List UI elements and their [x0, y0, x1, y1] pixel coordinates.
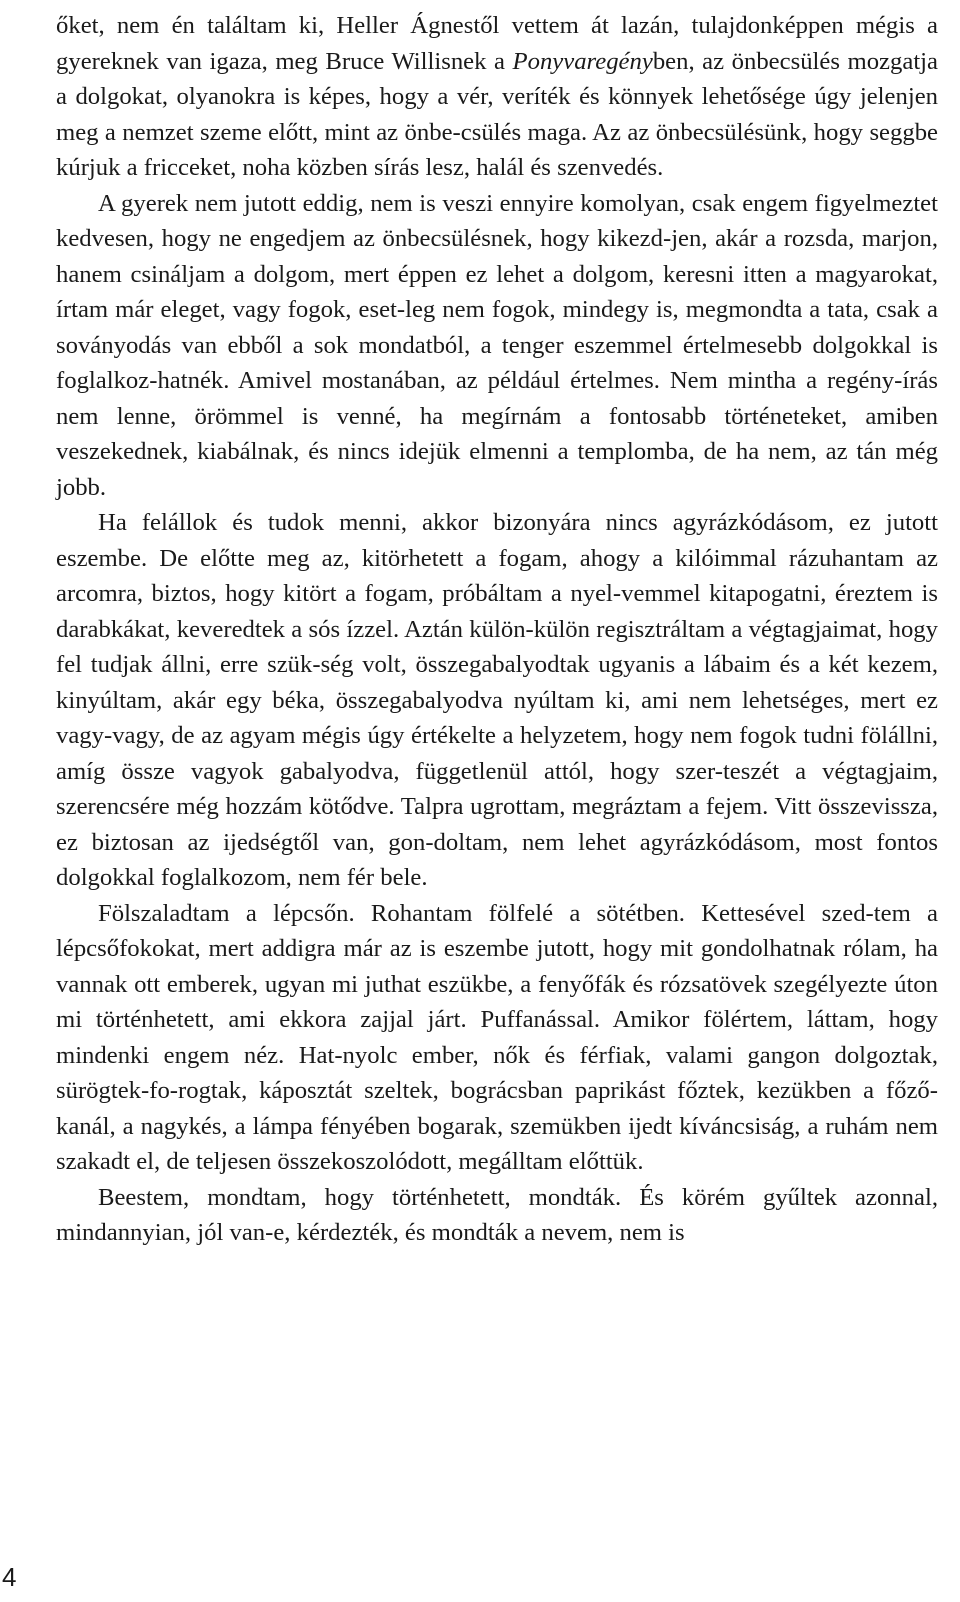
book-page-body [56, 8, 938, 1251]
paragraph-text: ben, az önbecsülés mozgatja a dolgokat, olyanokra is képes, hogy a vér, veríték és könnyek lehetősége úgy jelenjen meg a nemzet szeme előtt, mint az önbe-csülés maga. Az az önbecsülésünk, hogy seggbe kúrjuk a fricceket, noha közben sírás lesz, halál és szenvedés. [56, 47, 938, 181]
paragraph: A gyerek nem jutott eddig, nem is veszi ennyire komolyan, csak engem figyelmeztet kedvesen, hogy ne engedjem az önbecsülésnek, hogy kikezd-jen, akár a rozsda, marjon, hanem csináljam a dolgom, mert éppen ez lehet a dolgom, keresni itten a magyarokat, írtam már eleget, vagy fogok, eset-leg nem fogok, mindegy is, megmondta a tata, csak a soványodás van ebből a sok mondatból, a tenger eszemmel értelmesebb dolgokkal is foglalkoz-hatnék. Amivel mostanában, az például értelmes. Nem mintha a regény-írás nem lenne, örömmel is venné, ha megírnám a fontosabb történeteket, amiben veszekednek, kiabálnak, és nincs idejük elmenni a templomba, de ha nem, az tán még jobb. [56, 189, 938, 501]
paragraph-text: őket, nem én találtam ki, Heller Ágnestől vettem át lazán, tulajdonképpen mégis a gyereknek van igaza, meg Bruce Willisnek a [56, 12, 938, 75]
paragraph-continuation [56, 8, 938, 186]
paragraph: Ha felállok és tudok menni, akkor bizonyára nincs agyrázkódásom, ez jutott eszembe. De előtte meg az, kitörhetett a fogam, ahogy a kilóimmal rázuhantam az arcomra, biztos, hogy kitört a fogam, próbáltam a nyel-vemmel kitapogatni, éreztem is darabkákat, keveredtek a sós ízzel. Aztán külön-külön regisztráltam a végtagjaimat, hogy fel tudjak állni, erre szük-ség volt, összegabalyodtak ugyanis a lábaim és a két kezem, kinyúltam, akár egy béka, összegabalyodva nyúltam ki, ami nem lehetséges, mert ez vagy-vagy, de az agyam mégis úgy értékelte a helyzetem, hogy nem fogok tudni fölállni, amíg össze vagyok gabalyodva, függetlenül attól, hogy szer-teszét a végtagjaim, szerencsére még hozzám kötődve. Talpra ugrottam, megráztam a fejem. Vitt összevissza, ez biztosan az ijedségtől van, gon-doltam, nem lehet agyrázkódásom, most fontos dolgokkal foglalkozom, nem fér bele. [56, 509, 938, 891]
paragraph: Beestem, mondtam, hogy történhetett, mondták. És körém gyűltek azonnal, mindannyian, jól van-e, kérdezték, és mondták a nevem, nem is [56, 1183, 938, 1246]
italic-film-title: Ponyvaregény [512, 47, 653, 75]
paragraph: Fölszaladtam a lépcsőn. Rohantam fölfelé a sötétben. Kettesével szed-tem a lépcsőfokokat, mert addigra már az is eszembe jutott, hogy mit gondolhatnak rólam, ha vannak ott emberek, ugyan mi juthat eszükbe, a fenyőfák és rózsatövek szegélyezte úton mi történhetett, ami ekkora zajjal járt. Puffanással. Amikor fölértem, láttam, hogy mindenki engem néz. Hat-nyolc ember, nők és férfiak, valami gangon dolgoztak, sürögtek-fo-rogtak, káposztát szeltek, bográcsban paprikást főztek, kezükben a főző-kanál, a nagykés, a lámpa fényében bogarak, szemükben ijedt kíváncsiság, a ruhám nem szakadt el, de teljesen összekoszolódott, megálltam előttük. [56, 899, 938, 1175]
page-number: 4 [2, 1562, 17, 1592]
